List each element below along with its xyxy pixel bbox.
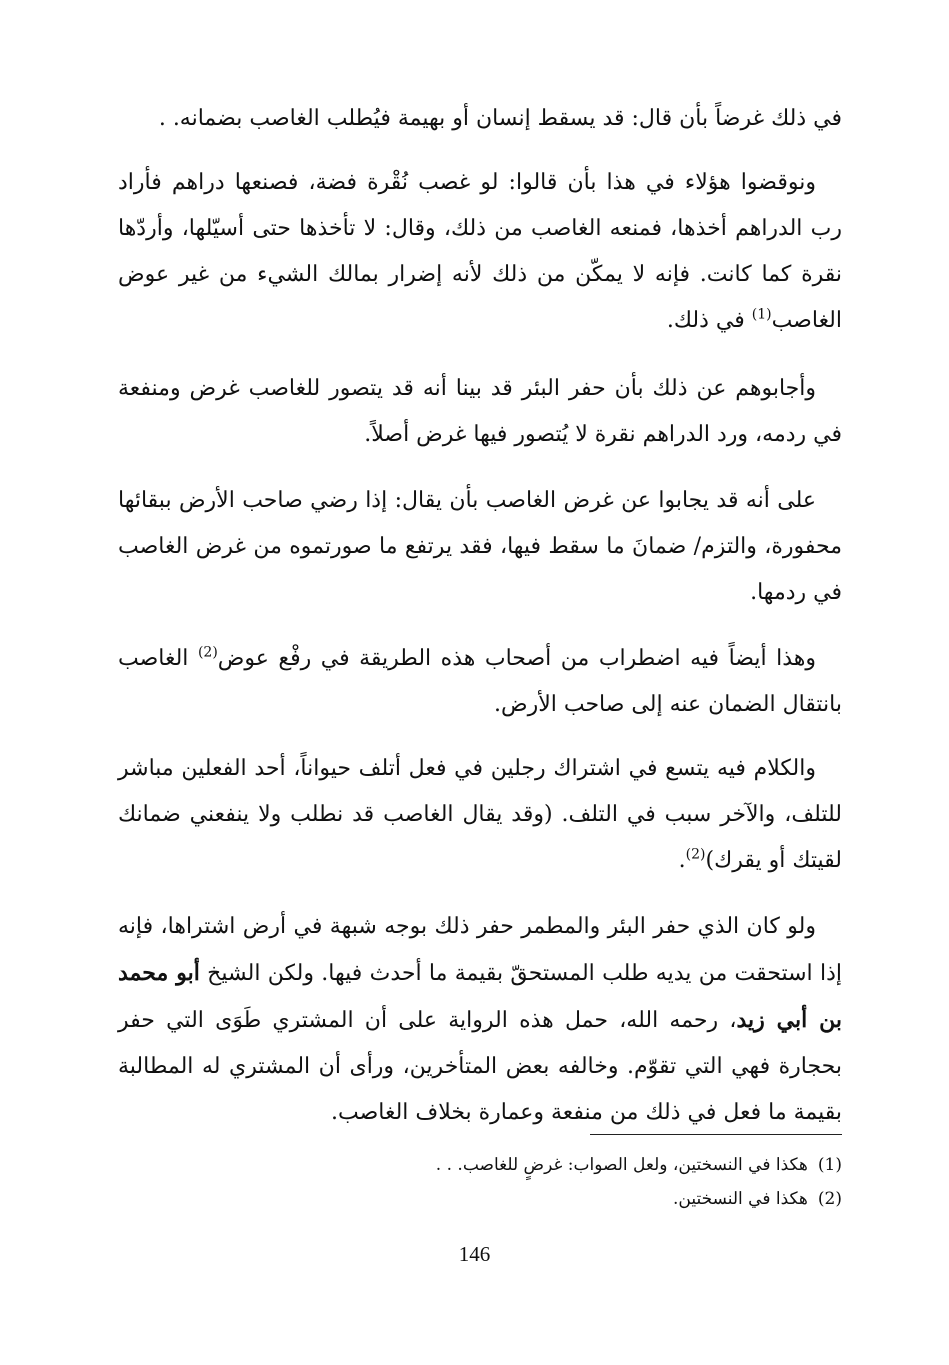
paragraph-text-part: الغاصب بانتقال الضمان عنه إلى صاحب الأرض. — [118, 646, 842, 717]
footnote-1 — [118, 1148, 842, 1182]
footnote-divider — [590, 1134, 842, 1135]
paragraph-6 — [118, 746, 842, 884]
paragraph-1 — [118, 96, 842, 142]
paragraph-5 — [118, 636, 842, 728]
footnote-ref-2: (2) — [197, 644, 218, 661]
paragraph-text: على أنه قد يجابوا عن غرض الغاصب بأن يقال: إذا رضي صاحب الأرض ببقائها محفورة، والتزم/ ضمانَ ما سقط فيها، فقد يرتفع ما صورتموه من غرض الغاصب في ردمها. — [118, 488, 842, 605]
footnote-text: هكذا في النسختين. — [673, 1189, 808, 1209]
paragraph-text — [118, 904, 842, 1136]
footnotes — [118, 1148, 842, 1216]
paragraph-text-part: وهذا أيضاً فيه اضطراب من أصحاب هذه الطريقة في رفْع عوض — [217, 646, 816, 671]
paragraph-text: وأجابوهم عن ذلك بأن حفر البئر قد بينا أنه قد يتصور للغاصب غرض ومنفعة في ردمه، ورد الدراهم نقرة لا يُتصور فيها غرض أصلاً. — [118, 376, 842, 447]
paragraph-text-part: ونوقضوا هؤلاء في هذا بأن قالوا: لو غصب نُقْرة فضة، فصنعها دراهم فأراد رب الدراهم أخذها، فمنعه الغاصب من ذلك، وقال: لا تأخذها حتى أسيّلها، وأردّها نقرة كما كانت. فإنه لا يمكّن من ذلك لأنه إضرار بمالك الشيء من غير عوض الغاصب — [118, 170, 842, 333]
footnote-ref-2: (2) — [685, 846, 706, 863]
paragraph-2 — [118, 160, 842, 344]
paragraph-text: في ذلك غرضاً بأن قال: قد يسقط إنسان أو بهيمة فيُطلب الغاصب بضمانه. . — [158, 106, 842, 131]
page-number: 146 — [458, 1242, 491, 1266]
paragraph-text — [118, 636, 842, 728]
paragraph-3 — [118, 366, 842, 458]
paragraph-text-part: والكلام فيه يتسع في اشتراك رجلين في فعل أتلف حيواناً، أحد الفعلين مباشر للتلف، والآخر سبب في التلف. (وقد يقال الغاصب قد نطلب ولا ينفعني ضمانك لقيتك أو يقرك) — [118, 756, 842, 873]
footnote-2 — [118, 1182, 842, 1216]
footnote-text: هكذا في النسختين، ولعل الصواب: غرضٍ للغاصب. . . — [435, 1155, 808, 1175]
footnote-ref-1: (1) — [751, 306, 772, 323]
paragraph-text — [118, 160, 842, 344]
paragraph-text-part: . — [678, 848, 686, 873]
footnote-number: (1) — [817, 1155, 842, 1175]
paragraph-text — [118, 746, 842, 884]
paragraph-text-part: ، رحمه الله، حمل هذه الرواية على أن المشتري طَوَى التي حفر بحجارة فهي التي تقوّم. وخالفه بعض المتأخرين، ورأى أن المشتري له المطالبة بقيمة ما فعل في ذلك من منفعة وعمارة بخلاف الغاصب. — [118, 1008, 842, 1125]
scholar-name: أبو محمد بن أبي زيد — [118, 960, 842, 1033]
paragraph-4 — [118, 478, 842, 616]
footnote-number: (2) — [817, 1189, 842, 1209]
paragraph-text-part: ولو كان الذي حفر البئر والمطمر حفر ذلك بوجه شبهة في أرض اشتراها، فإنه إذا استحقت من يديه طلب المستحقّ بقيمة ما أحدث فيها. ولكن الشيخ — [118, 914, 843, 986]
paragraph-7 — [118, 904, 842, 1136]
paragraph-text-part: في ذلك. — [666, 308, 752, 333]
